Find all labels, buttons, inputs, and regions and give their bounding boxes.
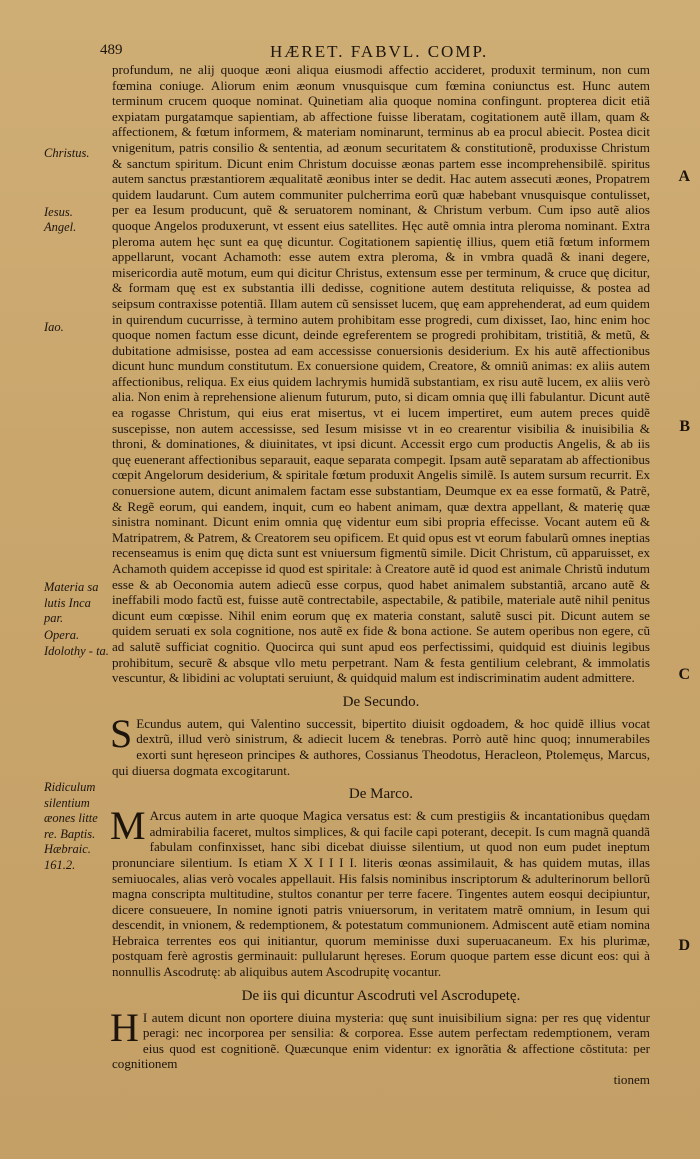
section-letter-b: B bbox=[679, 418, 690, 435]
heading-de-ascodrutis: De iis qui dicuntur Ascodruti vel Ascrodupetę. bbox=[241, 987, 521, 1004]
main-text-column bbox=[112, 62, 650, 1088]
heading-de-marco: De Marco. bbox=[348, 786, 414, 803]
paragraph-secundo-text: Ecundus autem, qui Valentino successit, bipertito diuisit ogdoadem, & hoc quidẽ illius vocat dextrũ, illud verò sinistrum, & adiecit lucem & tenebras. Porrò autẽ hinc quoq; innumerabiles exorti sunt hęreseon principes & authores, Cossianus Theodotus, Heracleon, Ptolemęus, Marcus, qui diuersa dogmata excogitarunt. bbox=[112, 715, 650, 778]
drop-cap-h: H bbox=[110, 1004, 139, 1050]
page-number: 489 bbox=[100, 42, 123, 58]
paragraph-marco-text: Arcus autem in arte quoque Magica versatus est: & cum prestigiis & incantationibus quędam admirabilia faceret, multos simplices, & qui facile capi poterant, decepit. Is cum magnã quandã fabulam confinxisset, hanc sibi dicebat diuisse silentium, ut quod non eum pudet ineptum pronunciare silentium. Is etiam X X I I I I. literis œonas assimilauit, & has quidem mutas, illas semiuocales, alias verò vocales appellauit. His falsis nominibus inscriptorum & adulterinorum bellorũ magna conscripta multitudine, stultos conantur per terre facere. Tingentes autem eosqui decipiuntur, dicere consueuere, In nomine ignoti patris vniuersorum, in veritatem matrẽ omnium, in Iesum qui descendit, in vnionem, & redemptionem, & potestatum communionem. Admiscent autẽ etiam nomina Hebraica terrentes eos qui initiantur, quorum meminisse duxi superuacaneum. Ex his plurimæ, postquam ferè agrostis germinauit: pullularunt hęreses. Eorum quoque partem esse dicunt eos: qui à nonnullis Ascodrutę: ab aliquibus autem Ascodrupitę vocantur. bbox=[112, 808, 650, 980]
section-letter-d: D bbox=[678, 937, 690, 954]
paragraph-ascodruti-text: I autem dicunt non oportere diuina mysteria: quę sunt inuisibilium signa: per res quę videntur peragi: nec incorporea per sensilia: & corporea. Esse autem perfectam redemptionem, veram eius quod est cognitionẽ. Quæcunque enim videntur: ex ignorãtia & affectione cõstituta: per cognitionem bbox=[112, 1009, 650, 1072]
main-paragraph: profundum, ne alij quoque æoni aliqua eiusmodi affectio accideret, produxit terminum, non cum fœmina coniuge. Aliorum enim æonum vnusquisque cum fœmina coniunctus est. Hunc autem terminum crucem quoque nominat. Quinetiam alia quoque nomina confingunt. propterea dicit etiã expiatam purgatamque sapientiam, ab affectione fuisse liberatam, cogitationem autẽ illam, quam & affectionem, & fœtum informem, & materiam nominarunt, terminus ab ea procul abiecit. Postea dicit vnigenitum, patris consilio & sententia, ad æonum securitatem & constitutionẽ, produxisse Christum & sanctum spiritum. Dicunt enim Christum docuisse æonas partem esse incomprehensibilẽ. spiritus autem sanctus præstantiorem æqualitatẽ æonibus inter se dedit. Hac autem assecuti æones, Propatrem quidem laudarunt. Cum autem communiter pulcherrima eorũ quæ habebant vnusquisque contulisset, per ea Iesum producunt, quẽ & seruatorem nominant, & Christum verbum. Cum ipso autẽ alios quoque Angelos produxerunt, vt essent eius satellites. Hęc autẽ omnia intra pleroma nominant. Extra pleroma autem hęc sunt ea quę dicuntur. Cogitationem sapientię illius, quem etiã fœtum informem appellarunt, vocant Achamoth: esse autem extra pleroma, & in vmbra quadã & inani degere, misericordia autẽ motum, eum qui dicitur Christus, extensum esse per terminum, & cruce quę dicitur, & formam quę est ex substantia illi dedisse, cognitione autem destituta reliquisse, & postea ad seipsum contraxisse potentiã. Illam autem cũ sensisset lucem, quę eam apprehenderat, ad eum quidem in quirendum cucurrisse, à termino autem prohibitam esse progredi, cum dixisset, Iao, hinc enim hoc quoque nomen factum esse dicunt, deinde egreferentem se progredi prohibitam, tristitiã, & metũ, & dubitatione admisisse, postea ad eam accessisse conuersionis desiderium. Ex his autẽ affectionibus dicunt hunc mundum constitutum. Ex conuersione quidem, Creatore, & omniũ animas: ex aliis autem affectionibus, reliqua. Ex eius quidem lachrymis humidã substantiam, ex risu autẽ lucem, ex aliis verò alia. Non enim à reprehensione alienum futurum, puto, si dicam omnia quę illi fabulantur. Dicunt autẽ ea rogasse Christum, qui eius erat misertus, vt ei lucem impertiret, eum autem preces quidẽ suscepisse, non autem accessisse, sed Iesum misisse vt in eo crearentur visibilia & inuisibilia & throni, & dominationes, & diuinitates, vt ipsi dicunt. Accessit ergo cum productis Angelis, & ab iis quę euenerant affectionibus separauit, eaque separata compegit. Ipsam autẽ separatam ab affectionibus cœpit Angelorum desiderium, & spiritale fœtum produxit Angelis similẽ. Is autem sursum recurrit. Ex conuersione autem, dicunt animalem factam esse substantiam, Deumque ex ea esse formatũ, & Patrẽ, & Regẽ eorum, qui eandem, inquit, cum eo habent animam, quæ dextra appellant, & materię quæ sinistra nominant. Dicunt enim omnia quę videntur eum sibi propria effecisse. Vocant autem eũ & Matripatrem, & Patrem, & Creatorem seu opificem. Et quid opus est vt eorum fabularũ omnes ineptias recenseamus is enim quę dicta sunt est vniuersum figmentũ simile. Dicit Christum, cũ apparuisset, ex Achamoth quidem accepisse id quod est spiritale: à Creatore autẽ id quod est animale Christũ indutum esse & ab Oeconomia autem adiecũ esse corpus, quod habet animalem substantiã, arcano autẽ & ineffabili modo factũ est, fuisse autẽ contrectabile, aspectabile, & patibile, materiale autẽ nihil penitus dicunt eum cœpisse. Nihil enim eorum quę ex materia constant, salutẽ susci pit. Dicunt autem se quidem seruati ex sola cognitione, nos autẽ ex fide & bona actione. Se autem operibus non egere, cũ ad salutẽ sufficiat cognitio. Quocirca qui sunt apud eos perfectissimi, quidquid est diuinis legibus prohibitum, securẽ & absque vllo metu perpetrant. Nam & festa gentilium celebrant, & immolatis vescuntur, & libidini ac voluptati seruiunt, & quidquid malum est indiscriminatim audent admittere. bbox=[112, 62, 650, 686]
margin-note-angel: Angel. bbox=[44, 220, 77, 234]
section-letter-a: A bbox=[678, 168, 690, 185]
margin-note-opera: Opera. Idolothy - ta. bbox=[44, 628, 109, 658]
margin-note-ridiculum: Ridiculum silentium æones litte re. Baptis. Hæbraic. 161.2. bbox=[44, 780, 98, 872]
margin-note-iao: Iao. bbox=[44, 320, 64, 334]
running-title: HÆRET. FABVL. COMP. bbox=[270, 42, 489, 61]
paragraph-secundo bbox=[110, 710, 650, 778]
section-letter-c: C bbox=[678, 666, 690, 683]
drop-cap-s: S bbox=[110, 710, 133, 756]
page-header bbox=[100, 42, 660, 64]
paragraph-ascodruti bbox=[110, 1004, 650, 1072]
drop-cap-m: M bbox=[110, 803, 146, 849]
paragraph-marco bbox=[110, 803, 650, 980]
margin-note-iesus: Iesus. bbox=[44, 205, 73, 219]
margin-note-christus: Christus. bbox=[44, 146, 90, 160]
catchword: tionem bbox=[613, 1072, 650, 1088]
margin-note-materia: Materia sa lutis Inca par. bbox=[44, 580, 99, 625]
heading-de-secundo: De Secundo. bbox=[342, 693, 420, 710]
